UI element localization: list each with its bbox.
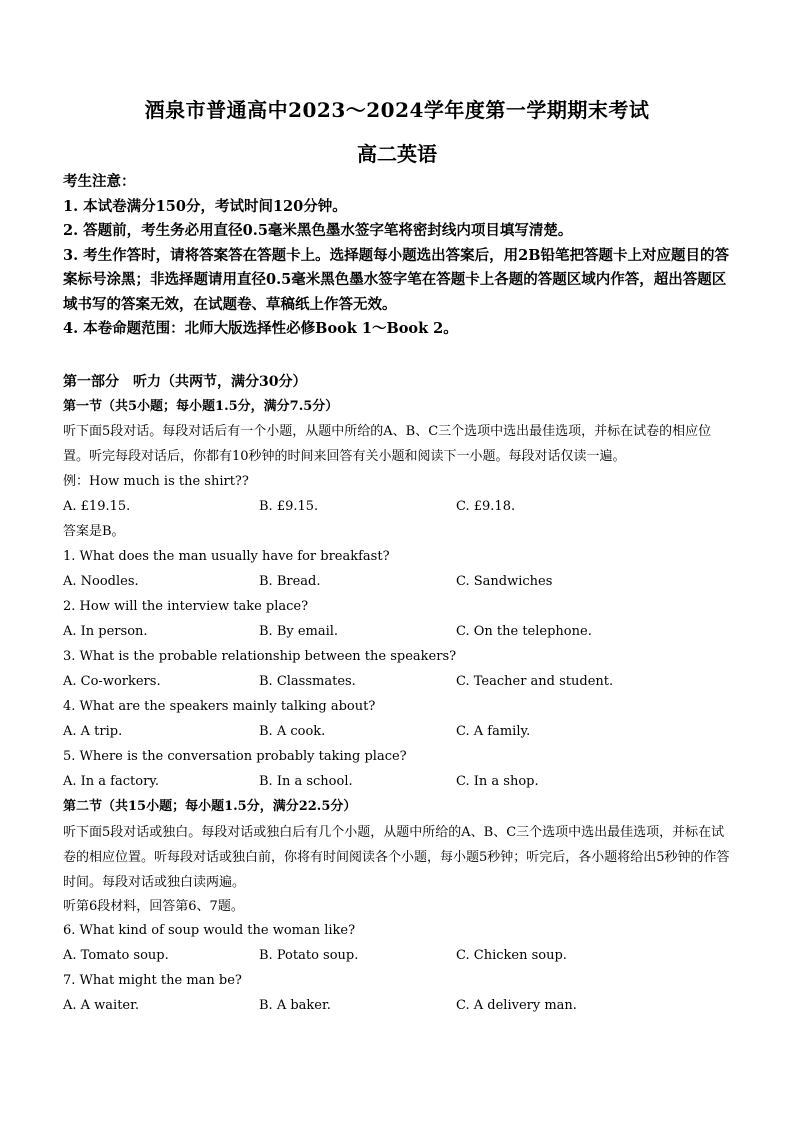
q4-option-b: B. A cook. xyxy=(259,724,326,739)
material-6-label: 听第6段材料，回答第6、7题。 xyxy=(63,899,244,914)
note-item: 2. 答题前，考生务必用直径0.5毫米黑色墨水签字笔将密封线内项目填写清楚。 xyxy=(63,222,573,239)
question-4: 4. What are the speakers mainly talking about? xyxy=(63,699,376,714)
q5-option-a: A. In a factory. xyxy=(63,774,160,789)
question-1: 1. What does the man usually have for breakfast? xyxy=(63,549,390,564)
q7-option-a: A. A waiter. xyxy=(63,998,140,1013)
question-6: 6. What kind of soup would the woman like? xyxy=(63,923,356,938)
question-3: 3. What is the probable relationship between the speakers? xyxy=(63,649,457,664)
q1-option-a: A. Noodles. xyxy=(63,574,139,589)
q2-option-c: C. On the telephone. xyxy=(456,624,592,639)
section2-heading: 第二节（共15小题；每小题1.5分，满分22.5分） xyxy=(63,799,357,814)
exam-notes xyxy=(63,170,739,342)
exam-title: 酒泉市普通高中2023～2024学年度第一学期期末考试 xyxy=(144,98,650,122)
notes-heading: 考生注意： xyxy=(63,173,136,190)
note-item: 4. 本卷命题范围：北师大版选择性必修Book 1～Book 2。 xyxy=(63,320,458,337)
question-2: 2. How will the interview take place? xyxy=(63,599,309,614)
q4-option-a: A. A trip. xyxy=(63,724,123,739)
q4-option-c: C. A family. xyxy=(456,724,531,739)
section1-instructions: 听下面5段对话。每段对话后有一个小题，从题中所给的A、B、C三个选项中选出最佳选项，并标在试卷的相应位置。听完每段对话后，你都有10秒钟的时间来回答有关小题和阅读下一小题。每段对话仅读一遍。 xyxy=(63,424,712,464)
section1-heading: 第一节（共5小题；每小题1.5分，满分7.5分） xyxy=(63,399,339,414)
q7-option-c: C. A delivery man. xyxy=(456,998,577,1013)
q5-option-b: B. In a school. xyxy=(259,774,353,789)
q1-option-b: B. Bread. xyxy=(259,574,321,589)
q7-option-b: B. A baker. xyxy=(259,998,331,1013)
q3-option-c: C. Teacher and student. xyxy=(456,674,614,689)
q1-option-c: C. Sandwiches xyxy=(456,574,553,589)
question-7: 7. What might the man be? xyxy=(63,973,242,988)
q2-option-a: A. In person. xyxy=(63,624,148,639)
q3-option-a: A. Co-workers. xyxy=(63,674,161,689)
q6-option-c: C. Chicken soup. xyxy=(456,948,567,963)
q6-option-a: A. Tomato soup. xyxy=(63,948,169,963)
q3-option-b: B. Classmates. xyxy=(259,674,356,689)
question-5: 5. Where is the conversation probably taking place? xyxy=(63,749,407,764)
part1-heading: 第一部分 听力（共两节，满分30分） xyxy=(63,374,307,390)
example-option-b: B. £9.15. xyxy=(259,499,319,514)
q6-option-b: B. Potato soup. xyxy=(259,948,359,963)
note-item: 1. 本试卷满分150分，考试时间120分钟。 xyxy=(63,197,347,215)
note-item: 3. 考生作答时，请将答案答在答题卡上。选择题每小题选出答案后，用2B铅笔把答题卡上对应题目的答案标号涂黑；非选择题请用直径0.5毫米黑色墨水签字笔在答题卡上各题的答题区域内作答，超出答题区域书写的答案无效，在试题卷、草稿纸上作答无效。 xyxy=(63,246,730,313)
example-option-c: C. £9.18. xyxy=(456,499,516,514)
q2-option-b: B. By email. xyxy=(259,624,339,639)
exam-subject: 高二英语 xyxy=(357,142,437,166)
section2-instructions: 听下面5段对话或独白。每段对话或独白后有几个小题，从题中所给的A、B、C三个选项中选出最佳选项，并标在试卷的相应位置。听每段对话或独白前，你将有时间阅读各个小题，每小题5秒钟；听完后，各小题将给出5秒钟的作答时间。每段对话或独白读两遍。 xyxy=(63,825,730,890)
example-option-a: A. £19.15. xyxy=(63,499,131,514)
example-answer: 答案是B。 xyxy=(63,524,125,539)
q5-option-c: C. In a shop. xyxy=(456,774,539,789)
example-question: 例：How much is the shirt?? xyxy=(63,474,249,489)
